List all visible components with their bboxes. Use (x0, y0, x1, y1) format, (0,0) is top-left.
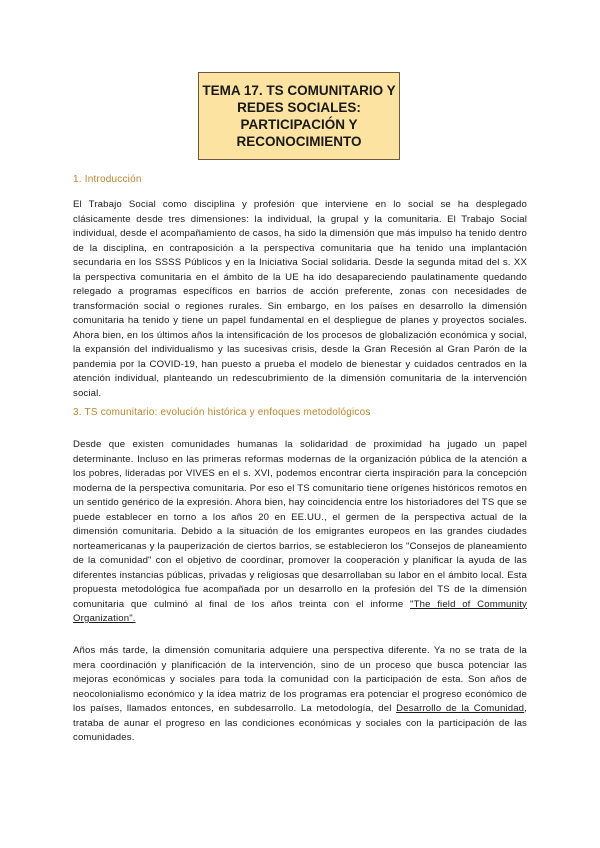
section-heading-ts-comunitario: 3. TS comunitario: evolución histórica y enfoques metodológicos (73, 407, 371, 418)
paragraph-introduccion: El Trabajo Social como disciplina y profesión que interviene en lo social se ha desplegado clásicamente desde tres dimensiones: la individual, la grupal y la comunitaria. El Trabajo Social individual, desde el acompañamiento de casos, ha sido la dimensión que más impulso ha tenido dentro de la disciplina, en contraposición a la perspectiva comunitaria que ha tenido una implantación secundaria en los SSSS Públicos y en la Iniciativa Social solidaria. Desde la segunda mitad del s. XX la perspectiva comunitaria en el ámbito de la UE ha ido desapareciendo paulatinamente quedando relegado a programas específicos en barrios de acción preferente, zonas con necesidades de transformación social o regiones rurales. Sin embargo, en los países en desarrollo la dimensión comunitaria ha tenido y tiene un papel fundamental en el despliegue de planes y proyectos sociales. Ahora bien, en los últimos años la intensificación de los procesos de globalización económica y social, la expansión del individualismo y las sucesivas crisis, desde la Gran Recesión al Gran Parón de la pandemia por la COVID-19, han puesto a prueba el modelo de bienestar y cuidados centrados en la atención individual, planteando un redescubrimiento de la dimensión comunitaria de la intervención social. (73, 199, 527, 399)
paragraph-desarrollo (73, 644, 527, 746)
paragraph-historia (73, 438, 527, 627)
desarrollo-comunidad-link[interactable]: Desarrollo de la Comunidad (396, 703, 525, 714)
paragraph-text: Desde que existen comunidades humanas la solidaridad de proximidad ha jugado un papel determinante. Incluso en las primeras reformas modernas de la organización pública de la atención a los pobres, lideradas por VIVES en el s. XVI, podemos encontrar cierta inspiración para la concepción moderna de la perspectiva comunitaria. Por eso el TS comunitario tiene orígenes históricos remotos en un sentido genérico de la expresión. Ahora bien, hay coincidencia entre los historiadores del TS que se puede establecer en torno a los años 20 en EE.UU., el germen de la perspectiva actual de la dimensión comunitaria. Debido a la situación de los emigrantes europeos en las grandes ciudades norteamericanas y la pauperización de ciertos barrios, se establecieron los "Consejos de planeamiento de la comunidad" con el objetivo de coordinar, promover la cooperación y planificar la ayuda de las diferentes instancias públicas, privadas y religiosas que desarrollaban su labor en el ámbito local. Esta propuesta metodológica fue acompañada por un desarrollo en la profesión del TS de la dimensión comunitaria que culminó al final de los años treinta con el informe (73, 439, 527, 610)
paragraph-text: , trataba de aunar el progreso en las condiciones económicas y sociales con la participación de las comunidades. (73, 703, 527, 743)
section-heading-introduccion: 1. Introducción (73, 174, 142, 185)
document-title-box (198, 72, 400, 160)
paragraph-text: Años más tarde, la dimensión comunitaria adquiere una perspectiva diferente. Ya no se trata de la mera coordinación y planificación de la intervención, sino de un proceso que busca potenciar las mejoras económicas y sociales para toda la comunidad con la participación de esta. Son años de neocolonialismo económico y la idea matriz de los programas era potenciar el progreso económico de los países, llamados entonces, en subdesarrollo. La metodología, del (73, 645, 527, 714)
community-organization-link[interactable]: "The field of Community Organization". (73, 598, 527, 624)
document-title: TEMA 17. TS COMUNITARIO Y REDES SOCIALES: PARTICIPACIÓN Y RECONOCIMIENTO (202, 83, 396, 149)
